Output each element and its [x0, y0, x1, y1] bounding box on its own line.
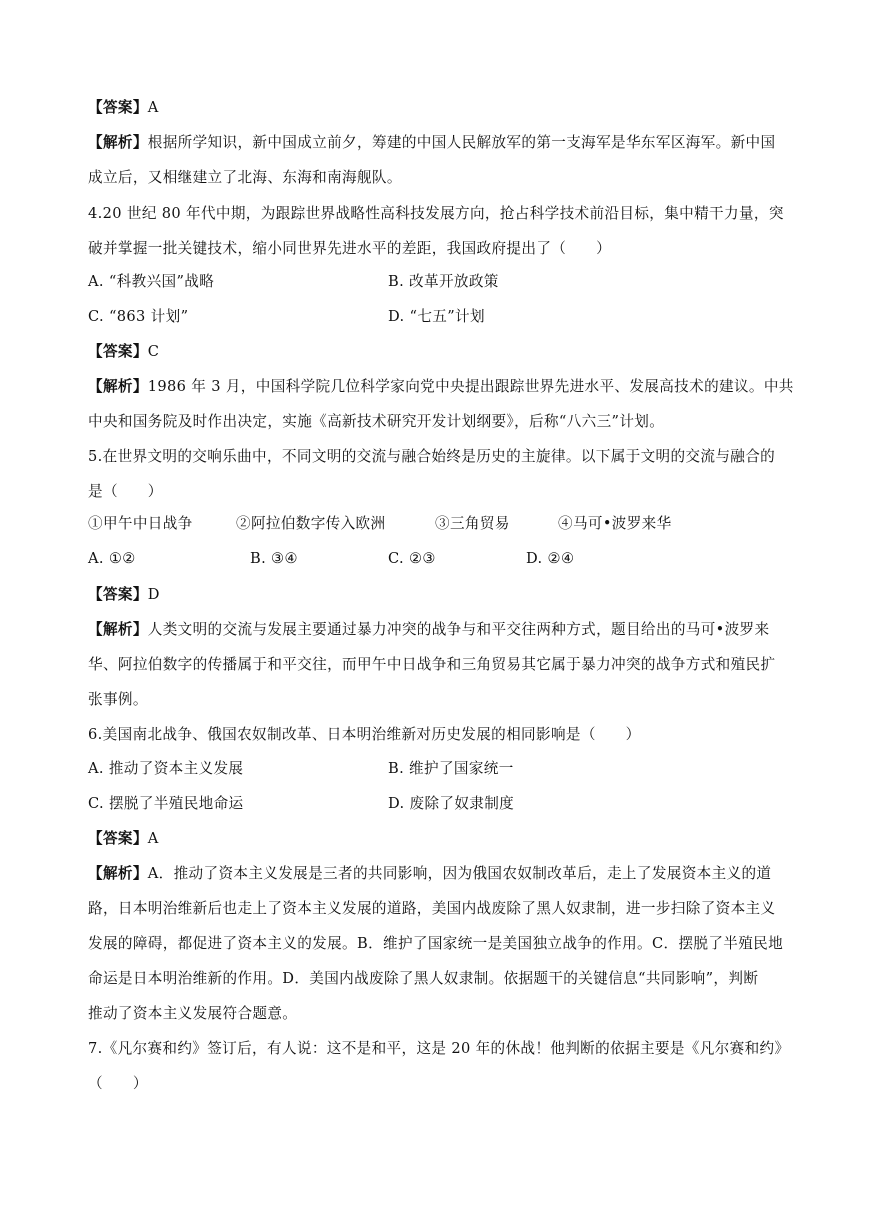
answer-label: 【答案】 [88, 343, 148, 360]
q6-analysis-line-1 [88, 864, 771, 884]
q4-stem-line-1: 4.20 世纪 80 年代中期，为跟踪世界战略性高科技发展方向，抢占科学技术前沿目标，集中精干力量，突 [88, 205, 784, 222]
q5-option-a: A. ①② [88, 550, 136, 567]
q5-answer [88, 585, 160, 605]
analysis-text: 1986 年 3 月，中国科学院几位科学家向党中央提出跟踪世界先进水平、发展高技术的建议。中共 [147, 378, 794, 395]
analysis-label: 【解析】 [88, 865, 148, 882]
q7-stem-line-2: （ ） [88, 1075, 148, 1092]
answer-label: 【答案】 [88, 830, 148, 847]
q5-analysis-line-2: 华、阿拉伯数字的传播属于和平交往，而甲午中日战争和三角贸易其它属于暴力冲突的战争方式和殖民扩 [88, 656, 776, 673]
q6-analysis-line-4: 命运是日本明治维新的作用。D．美国内战废除了黑人奴隶制。依据题干的关键信息“共同影响”，判断 [88, 970, 759, 987]
answer-value: A [147, 99, 159, 116]
answer-value: A [147, 830, 159, 847]
q3-analysis-line-2: 成立后，又相继建立了北海、东海和南海舰队。 [88, 169, 402, 186]
q6-stem: 6.美国南北战争、俄国农奴制改革、日本明治维新对历史发展的相同影响是（ ） [88, 726, 641, 743]
q6-option-d: D. 废除了奴隶制度 [388, 795, 515, 812]
q5-option-c: C. ②③ [388, 550, 436, 567]
q3-answer [88, 98, 159, 118]
analysis-label: 【解析】 [88, 621, 148, 638]
q6-answer [88, 829, 159, 849]
q3-analysis-line-1 [88, 133, 775, 153]
q7-stem-line-1: 7.《凡尔赛和约》签订后，有人说：这不是和平，这是 20 年的休战！他判断的依据主要是《凡尔赛和约》 [88, 1040, 790, 1057]
q6-option-a: A. 推动了资本主义发展 [88, 760, 244, 777]
q5-item-3: ③三角贸易 [435, 515, 510, 532]
q6-option-c: C. 摆脱了半殖民地命运 [88, 795, 244, 812]
q4-option-c: C. “863 计划” [88, 308, 189, 325]
q5-item-1: ①甲午中日战争 [88, 515, 193, 532]
q6-option-b: B. 维护了国家统一 [388, 760, 514, 777]
answer-value: C [147, 343, 160, 360]
answer-value: D [147, 586, 160, 603]
q5-analysis-line-3: 张事例。 [88, 691, 148, 708]
analysis-text: A．推动了资本主义发展是三者的共同影响，因为俄国农奴制改革后，走上了发展资本主义的道 [147, 865, 772, 882]
q5-item-4: ④马可•波罗来华 [558, 515, 672, 532]
q6-analysis-line-5: 推动了资本主义发展符合题意。 [88, 1005, 298, 1022]
q5-analysis-line-1 [88, 620, 769, 640]
q4-option-a: A. “科教兴国”战略 [88, 273, 215, 290]
q4-analysis-line-2: 中央和国务院及时作出决定，实施《高新技术研究开发计划纲要》，后称“八六三”计划。 [88, 413, 665, 430]
answer-label: 【答案】 [88, 586, 148, 603]
q4-option-d: D. “七五”计划 [388, 308, 485, 325]
q5-stem-line-2: 是（ ） [88, 483, 163, 500]
q4-analysis-line-1 [88, 377, 794, 397]
q6-analysis-line-2: 路，日本明治维新后也走上了资本主义发展的道路，美国内战废除了黑人奴隶制，进一步扫除了资本主义 [88, 900, 776, 917]
q5-option-d: D. ②④ [526, 550, 575, 567]
q5-item-2: ②阿拉伯数字传入欧洲 [236, 515, 386, 532]
analysis-label: 【解析】 [88, 378, 148, 395]
q5-stem-line-1: 5.在世界文明的交响乐曲中，不同文明的交流与融合始终是历史的主旋律。以下属于文明的交流与融合的 [88, 448, 776, 465]
analysis-text: 根据所学知识，新中国成立前夕，筹建的中国人民解放军的第一支海军是华东军区海军。新中国 [147, 134, 776, 151]
analysis-label: 【解析】 [88, 134, 148, 151]
q4-answer [88, 342, 159, 362]
analysis-text: 人类文明的交流与发展主要通过暴力冲突的战争与和平交往两种方式，题目给出的马可•波罗来 [147, 621, 770, 638]
q6-analysis-line-3: 发展的障碍，都促进了资本主义的发展。B．维护了国家统一是美国独立战争的作用。C．摆脱了半殖民地 [88, 935, 784, 952]
q4-option-b: B. 改革开放政策 [388, 273, 499, 290]
answer-label: 【答案】 [88, 99, 148, 116]
q4-stem-line-2: 破并掌握一批关键技术，缩小同世界先进水平的差距，我国政府提出了（ ） [88, 240, 612, 257]
q5-option-b: B. ③④ [250, 550, 298, 567]
